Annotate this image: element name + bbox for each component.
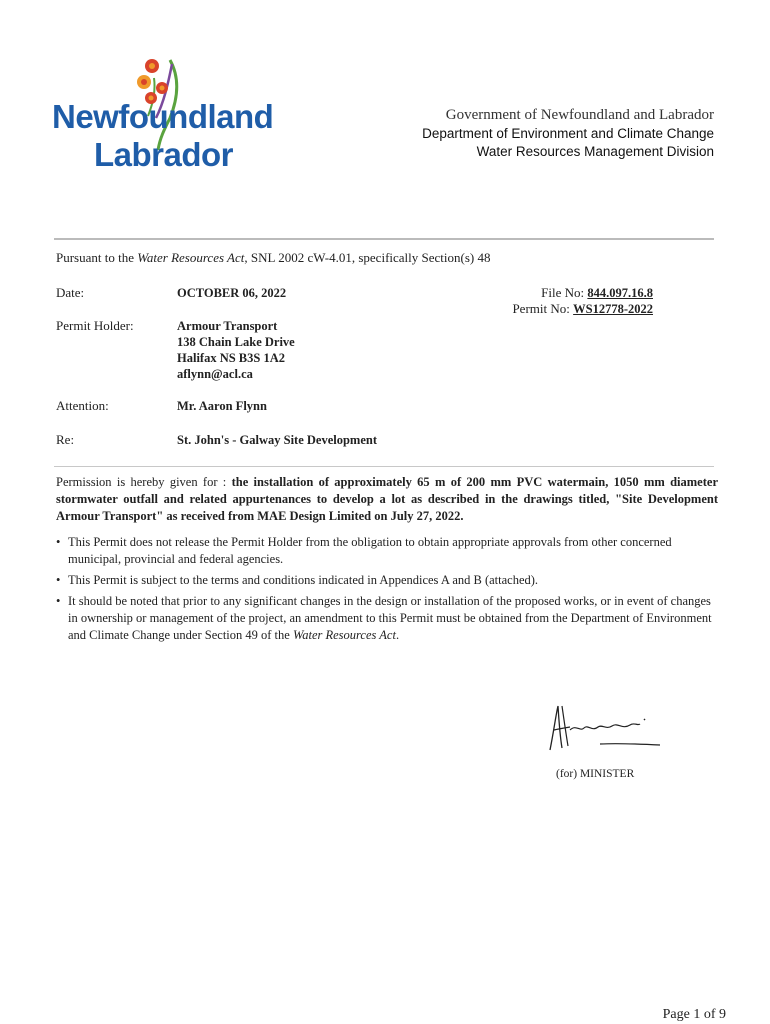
condition-1-text: This Permit does not release the Permit Holder from the obligation to obtain appropriate approvals from other concerned municipal, provincial and federal agencies.: [68, 535, 672, 566]
permit-holder-email: aflynn@acl.ca: [177, 367, 253, 381]
header-divider: [54, 238, 714, 240]
permit-holder-name: Armour Transport: [177, 319, 278, 333]
file-number-label: File No:: [541, 285, 588, 300]
attention-label: Attention:: [56, 398, 109, 413]
list-item: [56, 593, 716, 644]
department-name: Department of Environment and Climate Change: [422, 126, 714, 141]
date-value: OCTOBER 06, 2022: [177, 286, 287, 300]
signature-icon: [540, 700, 670, 760]
pursuant-prefix: Pursuant to the: [56, 250, 138, 265]
permit-number-label: Permit No:: [512, 301, 574, 316]
signature-caption: (for) MINISTER: [556, 768, 635, 780]
file-number-line: [512, 285, 653, 301]
pursuant-act: Water Resources Act: [137, 250, 245, 265]
re-value: St. John's - Galway Site Development: [177, 433, 377, 447]
file-info: [512, 285, 653, 317]
permit-number-line: [512, 301, 653, 317]
permit-number-value: WS12778-2022: [573, 302, 653, 316]
pursuant-line: [56, 250, 490, 266]
minister-signature: [540, 700, 670, 760]
list-item: [56, 572, 716, 589]
condition-2-text: This Permit is subject to the terms and conditions indicated in Appendices A and B (attached).: [68, 573, 539, 587]
nl-government-logo: [52, 58, 274, 178]
permission-body: the installation of approximately 65 m of 200 mm PVC watermain, 1050 mm diameter stormwater outfall and related appurtenances to develop a lot as described in the drawings titled, "Site Development Armour Transport" as received from MAE Design Limited on July 27, 2022.: [56, 475, 718, 523]
condition-3-act: Water Resources Act: [292, 628, 396, 642]
logo-labrador-text: Labrador: [94, 136, 234, 173]
logo-newfoundland-text: Newfoundland: [52, 98, 274, 135]
condition-3-text: It should be noted that prior to any significant changes in the design or installation of the proposed works, or in event of changes in ownership or management of the project, an amendment to this Permit must be obtained from the Department of Environment and Climate Change under Section 49 of the: [68, 594, 712, 642]
division-name: Water Resources Management Division: [476, 144, 714, 159]
conditions-list: [56, 534, 716, 648]
government-name: Government of Newfoundland and Labrador: [445, 107, 714, 123]
page-number: Page 1 of 9: [662, 1007, 726, 1022]
permit-holder-city: Halifax NS B3S 1A2: [177, 351, 286, 365]
section-divider: [54, 466, 714, 467]
list-item: [56, 534, 716, 568]
permission-paragraph: [56, 474, 718, 525]
re-label: Re:: [56, 432, 75, 447]
letterhead-block: [422, 106, 714, 161]
condition-3-end: .: [395, 628, 400, 642]
permit-holder-label: Permit Holder:: [56, 318, 134, 333]
attention-value: Mr. Aaron Flynn: [177, 399, 267, 413]
pursuant-suffix: , SNL 2002 cW-4.01, specifically Section(s) 48: [244, 250, 491, 265]
date-label: Date:: [56, 285, 85, 300]
file-number-value: 844.097.16.8: [587, 286, 653, 300]
permit-holder-street: 138 Chain Lake Drive: [177, 335, 295, 349]
permission-prefix: Permission is hereby given for :: [56, 475, 232, 489]
